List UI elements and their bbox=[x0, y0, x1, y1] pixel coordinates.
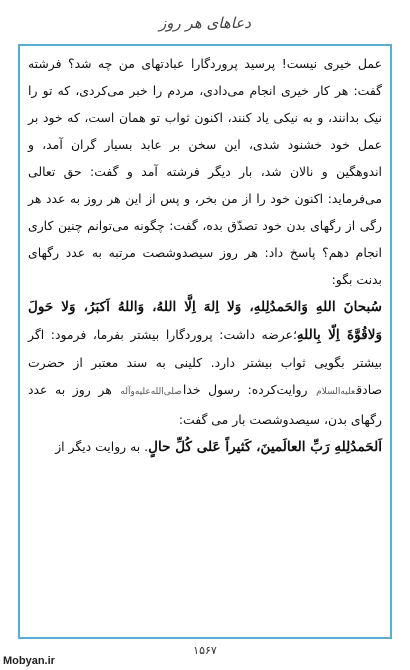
paragraph-dua bbox=[28, 293, 382, 433]
paragraph-text: روایت‌کرده: رسول خدا bbox=[182, 382, 316, 397]
dua-text: سُبحانَ اللهِ وَالحَمدُلِلهِ، وَلا اِلهَ اِلَّا اللهُ، وَاللهُ اَکبَرُ، وَلا حَولَ وَلاقُوَّةَ اِلّا بِاللهِ bbox=[28, 299, 383, 343]
dua-text: اَلحَمدُلِلهِ رَبِّ العالَمینَ، کَثیراً عَلی کُلِّ حالٍ bbox=[148, 439, 382, 455]
site-watermark: Mobyan.ir bbox=[3, 655, 55, 667]
page-number: ۱۵۶۷ bbox=[193, 644, 217, 657]
paragraph-text: هر روز به عدد رگهای بدن، سیصدوشصت بار می گفت: bbox=[28, 382, 382, 427]
paragraph-text: . به روایت دیگر از bbox=[55, 439, 149, 454]
paragraph-text: عمل خیری نیست! پرسید پروردگارا عبادتهای من چه شد؟ فرشته گفت: هر کار خیری انجام می‌دادی، مردم را خبر می‌کردی، که تو را نیک بدانند، و به نیکی یاد کنند، اکنون ثواب تو همان است، که خود بر عمل خود خشنود شدی، این سخن بر عابد بسیار گران آمد، و اندوهگین و نالان شد، بار دیگر فرشته آمد و گفت: حق تعالی می‌فرماید: اکنون خود را از من بخر، و پس از این هر روز به عدد هر رگی از رگهای بدن خود تصدّق بده، گفت: چگونه می‌توانم چنین کاری انجام دهم؟ پاسخ داد: هر روز سیصدوشصت مرتبه به عدد رگهای بدنت بگو: bbox=[28, 56, 382, 287]
running-title: دعاهای هر روز bbox=[159, 14, 251, 32]
honorific-glyph: علیه‌السلام bbox=[316, 387, 356, 397]
paragraph bbox=[28, 50, 382, 293]
running-head bbox=[0, 6, 410, 40]
honorific-glyph: صلی‌الله‌علیه‌وآله bbox=[120, 387, 182, 397]
text-frame bbox=[18, 44, 392, 639]
paragraph-dua bbox=[28, 433, 382, 461]
body-text bbox=[28, 50, 382, 633]
paragraph-text: ؛عرضه داشت: پروردگارا بیشتر بفرما، فرمود: اگر بیشتر بگویی ثواب بیشتر دارد. کلینی به سند معتبر از حضرت صادق bbox=[28, 327, 382, 397]
